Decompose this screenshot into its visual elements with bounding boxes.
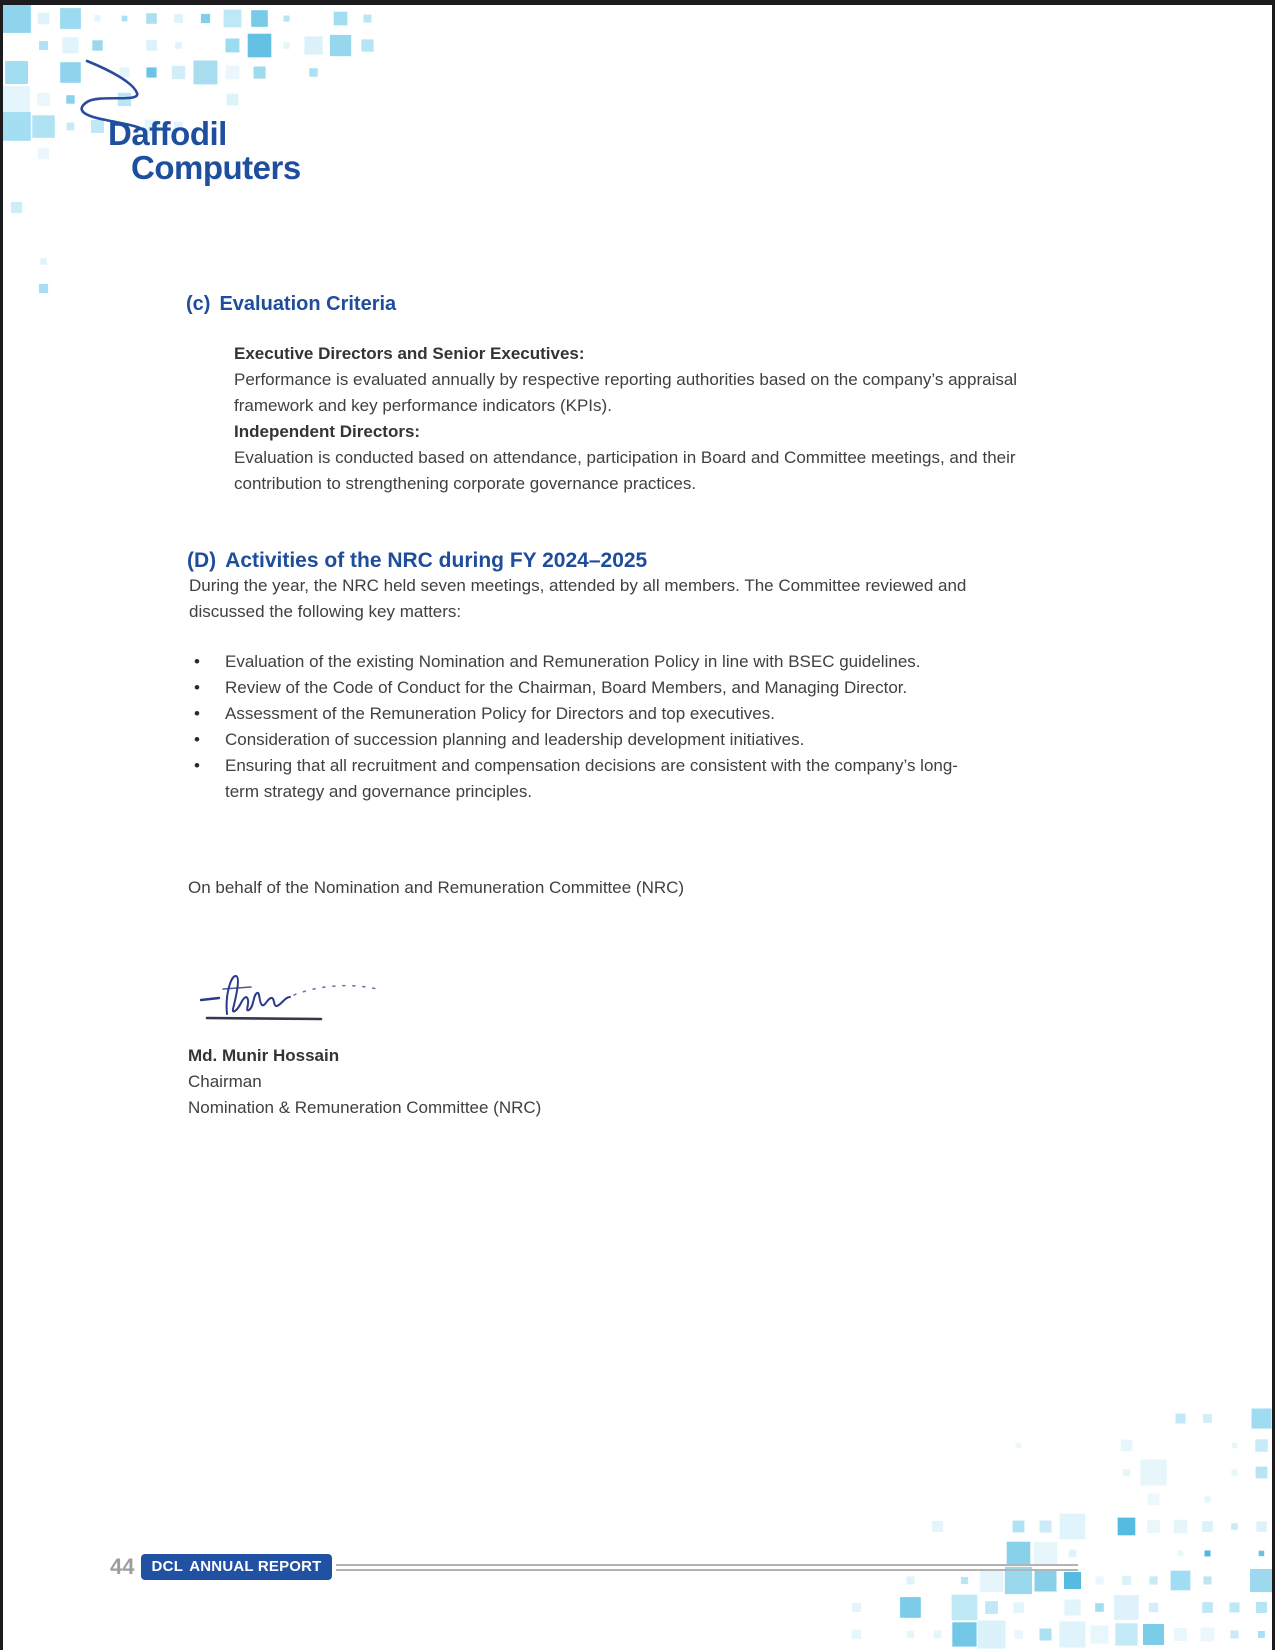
logo-wordmark-line1: Daffodil: [108, 115, 227, 152]
section-c-body: [234, 341, 1024, 497]
list-item: • Ensuring that all recruitment and compensation decisions are consistent with the company’s long-term strategy and governance principles.: [191, 753, 970, 805]
section-d-label: (D): [187, 549, 217, 572]
section-d-title: Activities of the NRC during FY 2024–2025: [225, 549, 648, 572]
list-item: • Review of the Code of Conduct for the Chairman, Board Members, and Managing Director.: [191, 675, 970, 701]
report-badge-dcl: DCL: [151, 1558, 184, 1575]
nrc-activities-list: [191, 649, 970, 805]
mosaic-bottom-right-decoration: [843, 1405, 1275, 1650]
signatory-name: Md. Munir Hossain: [188, 1046, 340, 1065]
exec-directors-subheading: Executive Directors and Senior Executives:: [234, 344, 585, 363]
footer: [110, 1554, 1272, 1580]
section-c-label: (c): [186, 293, 211, 315]
page-number: 44: [110, 1554, 135, 1579]
signature-image: [199, 967, 409, 1027]
list-item: • Consideration of succession planning and leadership development initiatives.: [191, 727, 970, 753]
signatory-committee: Nomination & Remuneration Committee (NRC): [188, 1098, 542, 1117]
footer-rule: [336, 1564, 1078, 1571]
list-item: • Evaluation of the existing Nomination and Remuneration Policy in line with BSEC guidelines.: [191, 649, 970, 675]
list-item: • Assessment of the Remuneration Policy for Directors and top executives.: [191, 701, 970, 727]
section-d-heading: [187, 548, 647, 573]
on-behalf-text: On behalf of the Nomination and Remuneration Committee (NRC): [188, 878, 685, 897]
section-c-heading: [186, 292, 396, 316]
signatory-title: Chairman: [188, 1072, 262, 1091]
signatory-block: [188, 1043, 541, 1121]
report-badge-text: ANNUAL REPORT: [189, 1558, 322, 1575]
independent-directors-subheading: Independent Directors:: [234, 422, 421, 441]
independent-directors-text: Evaluation is conducted based on attendance, participation in Board and Committee meetings, and their contribution to strengthening corporate governance practices.: [234, 448, 1016, 493]
section-c-title: Evaluation Criteria: [219, 293, 397, 315]
logo-wordmark-line2: Computers: [131, 149, 301, 186]
report-badge: [141, 1554, 331, 1580]
exec-directors-text: Performance is evaluated annually by respective reporting authorities based on the company’s appraisal framework and key performance indicators (KPIs).: [234, 370, 1018, 415]
section-d-intro: During the year, the NRC held seven meetings, attended by all members. The Committee reviewed and discussed the following key matters:: [189, 576, 967, 621]
